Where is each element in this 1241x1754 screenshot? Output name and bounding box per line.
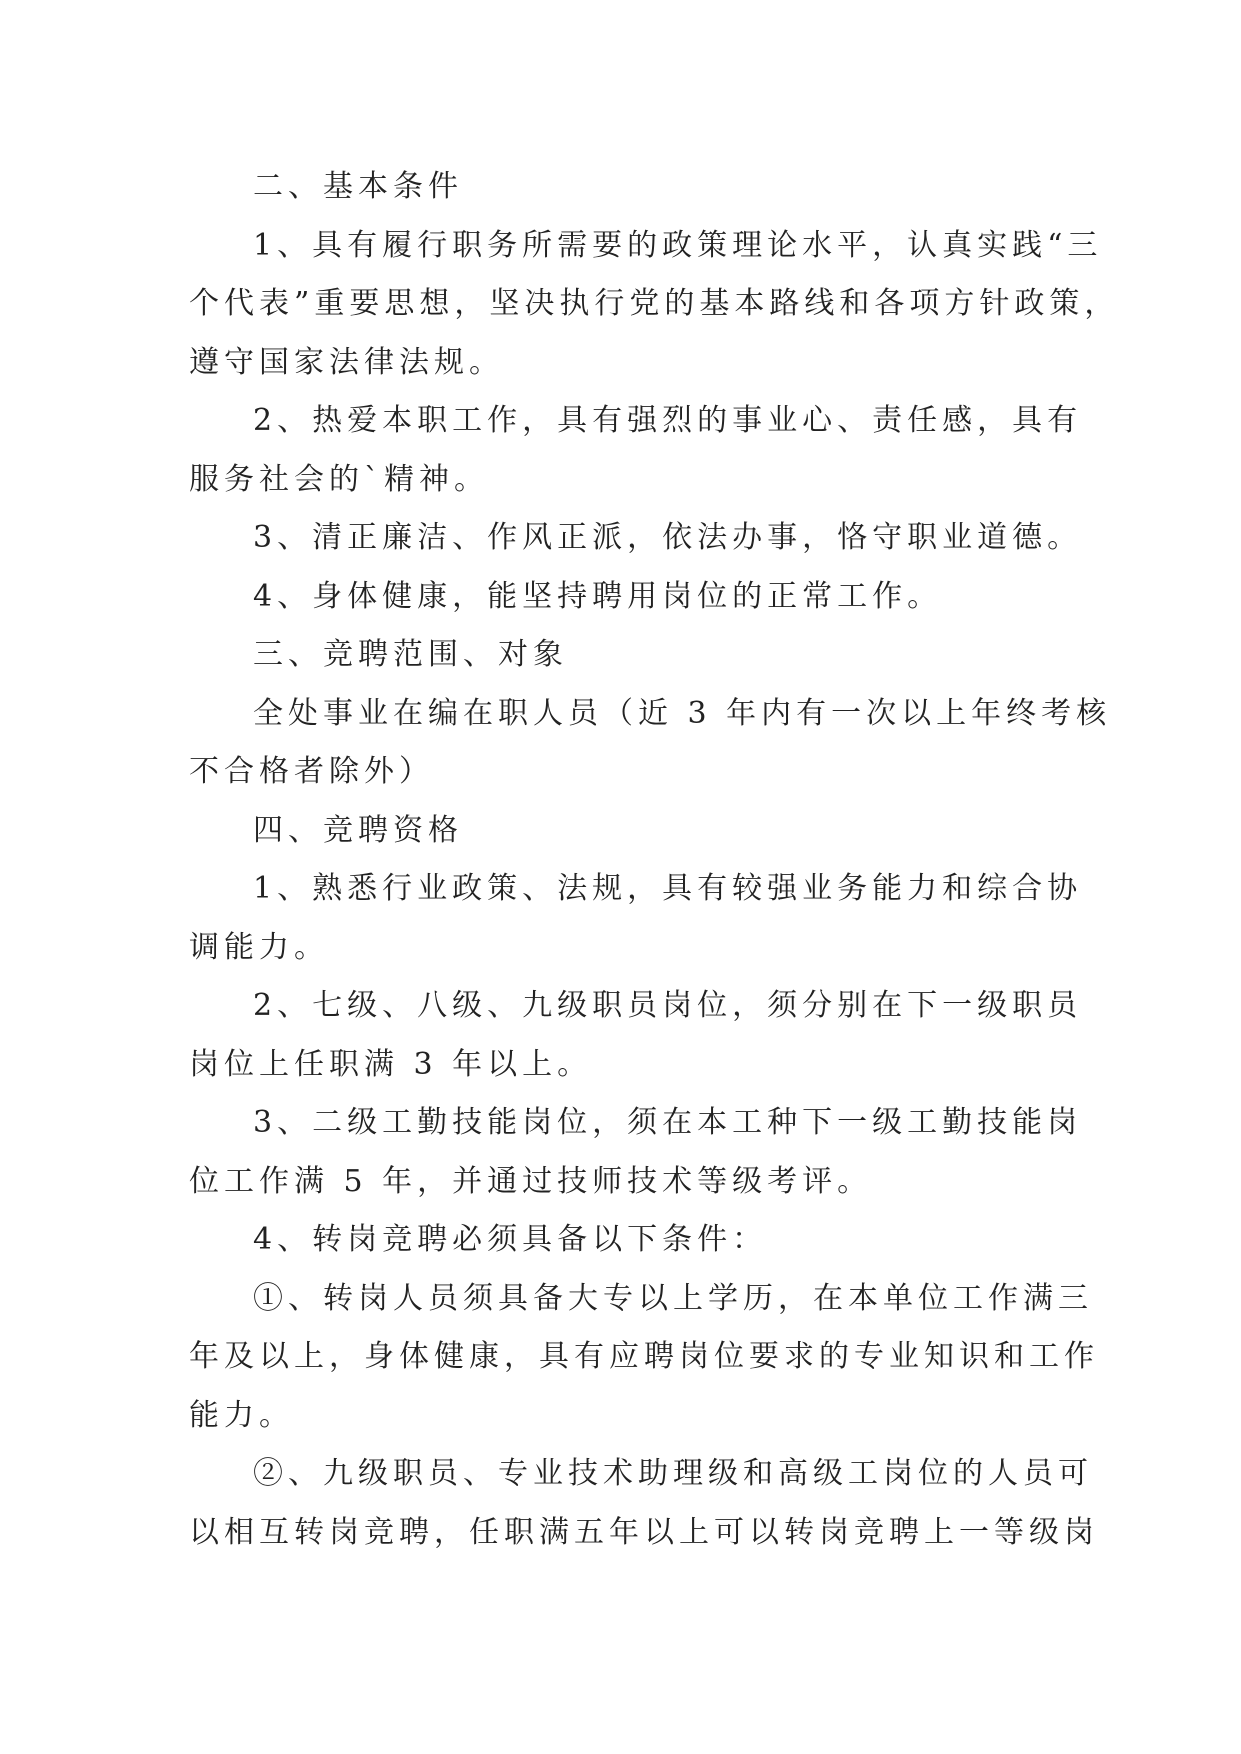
qualification-paragraph-4 xyxy=(189,1211,1053,1270)
paragraph-line: 1、具有履行职务所需要的政策理论水平，认真实践“三 xyxy=(253,227,1103,263)
paragraph-line: 全处事业在编在职人员（近 3 年内有一次以上年终考核 xyxy=(253,695,1112,731)
condition-paragraph-3 xyxy=(189,509,1083,568)
document-body xyxy=(189,158,1120,1562)
paragraph-line: 2、热爱本职工作，具有强烈的事业心、责任感，具有 xyxy=(253,403,1083,438)
paragraph-line: 四、竞聘资格 xyxy=(253,812,463,848)
condition-paragraph-4 xyxy=(189,568,1053,627)
paragraph-line: 二、基本条件 xyxy=(253,169,463,204)
paragraph-line: 3、清正廉洁、作风正派，依法办事，恪守职业道德。 xyxy=(253,520,1083,555)
section-heading-scope xyxy=(189,626,1053,685)
paragraph-line: 4、转岗竞聘必须具备以下条件： xyxy=(253,1222,768,1257)
transfer-condition-2 xyxy=(189,1445,1099,1562)
paragraph-line: 位工作满 5 年，并通过技师技术等级考评。 xyxy=(189,1163,873,1199)
paragraph-line: 1、熟悉行业政策、法规，具有较强业务能力和综合协 xyxy=(253,871,1083,906)
qualification-paragraph-2 xyxy=(189,977,1083,1094)
paragraph-line: 遵守国家法律法规。 xyxy=(189,344,504,380)
transfer-condition-1 xyxy=(189,1270,1099,1446)
paragraph-line: 不合格者除外） xyxy=(189,754,434,789)
qualification-paragraph-3 xyxy=(189,1094,1083,1211)
paragraph-line: 能力。 xyxy=(189,1397,294,1433)
paragraph-line: 调能力。 xyxy=(189,929,329,965)
paragraph-line: 2、七级、八级、九级职员岗位，须分别在下一级职员 xyxy=(253,988,1083,1023)
paragraph-line: 以相互转岗竞聘，任职满五年以上可以转岗竞聘上一等级岗 xyxy=(189,1514,1099,1550)
paragraph-line: 个代表”重要思想，坚决执行党的基本路线和各项方针政策， xyxy=(189,286,1120,321)
paragraph-line: ②、九级职员、专业技术助理级和高级工岗位的人员可 xyxy=(253,1456,1093,1491)
qualification-paragraph-1 xyxy=(189,860,1083,977)
scope-paragraph xyxy=(189,685,1112,802)
paragraph-line: 4、身体健康，能坚持聘用岗位的正常工作。 xyxy=(253,578,943,614)
paragraph-line: ①、转岗人员须具备大专以上学历，在本单位工作满三 xyxy=(253,1280,1093,1316)
condition-paragraph-2 xyxy=(189,392,1083,509)
paragraph-line: 服务社会的`精神。 xyxy=(189,461,489,497)
paragraph-line: 3、二级工勤技能岗位，须在本工种下一级工勤技能岗 xyxy=(253,1105,1083,1140)
paragraph-line: 三、竞聘范围、对象 xyxy=(253,637,568,672)
condition-paragraph-1 xyxy=(189,217,1120,393)
paragraph-line: 岗位上任职满 3 年以上。 xyxy=(189,1046,593,1082)
section-heading-qualifications xyxy=(189,802,1053,861)
paragraph-line: 年及以上，身体健康，具有应聘岗位要求的专业知识和工作 xyxy=(189,1339,1099,1374)
section-heading-basic-conditions xyxy=(189,158,1053,217)
